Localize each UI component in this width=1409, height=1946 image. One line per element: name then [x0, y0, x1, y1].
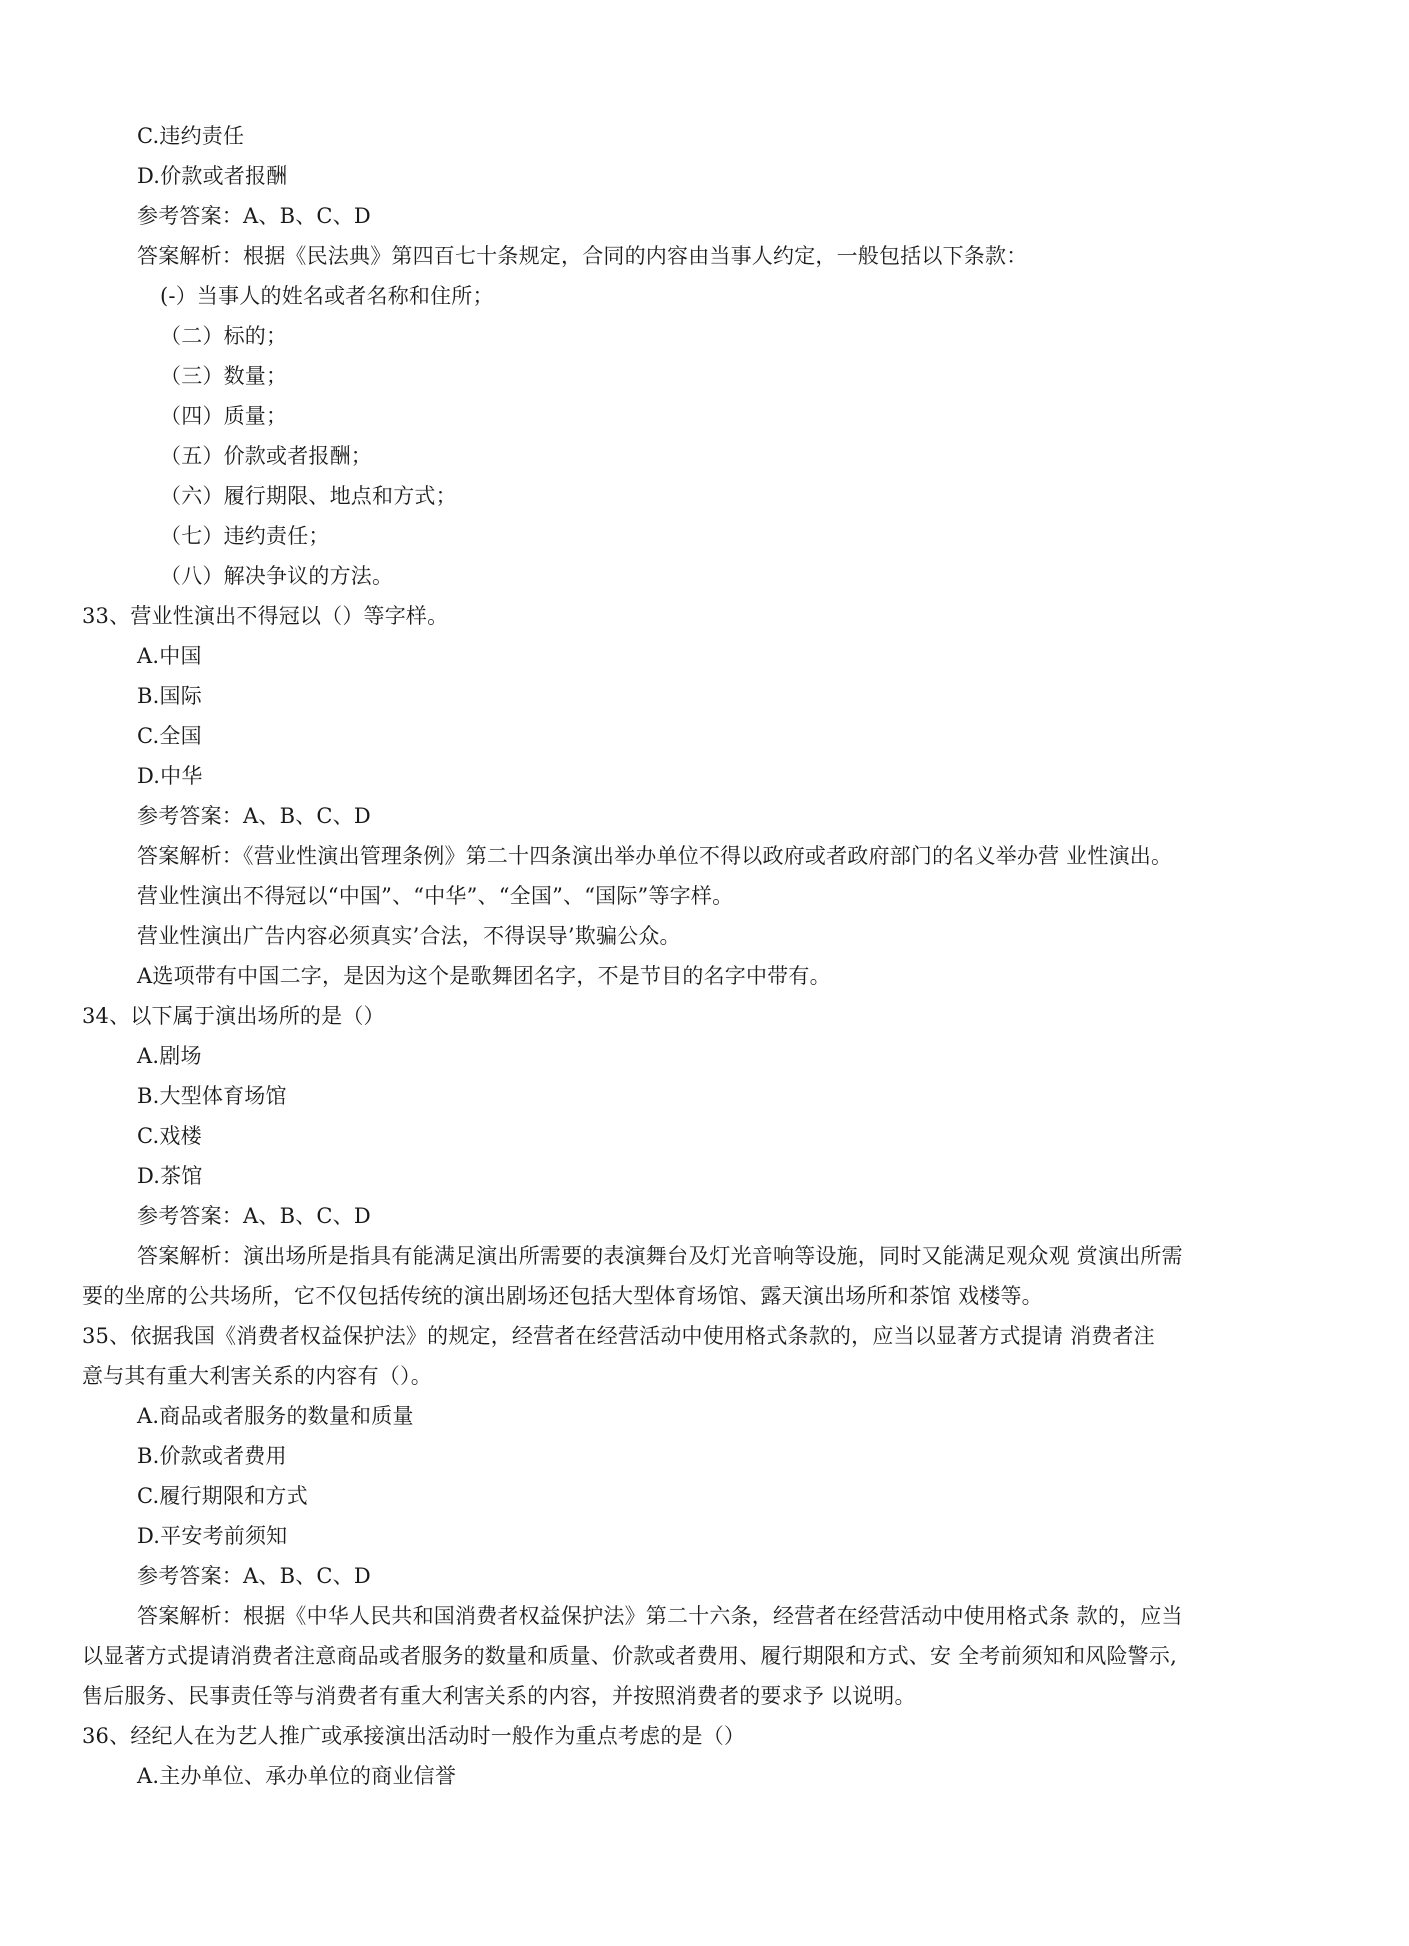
option-d: D.茶馆: [137, 1164, 203, 1188]
option-c: C.全国: [137, 724, 202, 748]
option-c: C.违约责任: [137, 124, 245, 148]
option-b: B.价款或者费用: [137, 1444, 287, 1468]
clause-item: （三）数量；: [160, 364, 288, 388]
answer-explanation-line: 营业性演出不得冠以“中国”、“中华”、“全国”、“国际”等字样。: [137, 884, 734, 908]
option-a: A.主办单位、承办单位的商业信誉: [137, 1764, 457, 1788]
option-c: C.戏楼: [137, 1124, 202, 1148]
answer-explanation-line: 以显著方式提请消费者注意商品或者服务的数量和质量、价款或者费用、履行期限和方式、安 全考前须知和风险警示,: [82, 1644, 1177, 1668]
option-b: B.国际: [137, 684, 202, 708]
option-d: D.中华: [137, 764, 203, 788]
clause-item: （八）解决争议的方法。: [160, 564, 394, 588]
reference-answer: 参考答案：A、B、C、D: [137, 204, 371, 228]
question-33: 33、营业性演出不得冠以（）等字样。: [82, 604, 449, 628]
clause-item: （四）质量；: [160, 404, 288, 428]
answer-explanation: 答案解析：根据《中华人民共和国消费者权益保护法》第二十六条，经营者在经营活动中使用格式条 款的，应当: [137, 1604, 1183, 1628]
reference-answer: 参考答案：A、B、C、D: [137, 1564, 371, 1588]
clause-item: （二）标的；: [160, 324, 288, 348]
option-a: A.商品或者服务的数量和质量: [137, 1404, 414, 1428]
option-b: B.大型体育场馆: [137, 1084, 287, 1108]
answer-explanation-line: 要的坐席的公共场所，它不仅包括传统的演出剧场还包括大型体育场馆、露天演出场所和茶馆 戏楼等。: [82, 1284, 1043, 1308]
answer-explanation-line: 售后服务、民事责任等与消费者有重大利害关系的内容，并按照消费者的要求予 以说明。: [82, 1684, 916, 1708]
question-35-line: 意与其有重大利害关系的内容有（）。: [82, 1364, 432, 1388]
answer-explanation: 答案解析：《营业性演出管理条例》第二十四条演出举办单位不得以政府或者政府部门的名义举办营 业性演出。: [137, 844, 1173, 868]
question-36: 36、经纪人在为艺人推广或承接演出活动时一般作为重点考虑的是（）: [82, 1724, 746, 1748]
reference-answer: 参考答案：A、B、C、D: [137, 1204, 371, 1228]
clause-item: （五）价款或者报酬；: [160, 444, 372, 468]
answer-explanation-line: A选项带有中国二字，是因为这个是歌舞团名字，不是节目的名字中带有。: [137, 964, 831, 988]
clause-item: (-）当事人的姓名或者名称和住所；: [160, 284, 494, 308]
option-a: A.中国: [137, 644, 202, 668]
clause-item: （七）违约责任；: [160, 524, 330, 548]
answer-explanation: 答案解析：演出场所是指具有能满足演出所需要的表演舞台及灯光音响等设施，同时又能满足观众观 赏演出所需: [137, 1244, 1183, 1268]
option-d: D.平安考前须知: [137, 1524, 288, 1548]
option-a: A.剧场: [137, 1044, 202, 1068]
clause-item: （六）履行期限、地点和方式；: [160, 484, 457, 508]
option-d: D.价款或者报酬: [137, 164, 288, 188]
question-34: 34、以下属于演出场所的是（）: [82, 1004, 385, 1028]
reference-answer: 参考答案：A、B、C、D: [137, 804, 371, 828]
answer-explanation: 答案解析：根据《民法典》第四百七十条规定，合同的内容由当事人约定，一般包括以下条款：: [137, 244, 1028, 268]
question-35: 35、依据我国《消费者权益保护法》的规定，经营者在经营活动中使用格式条款的，应当以显著方式提请 消费者注: [82, 1324, 1155, 1348]
answer-explanation-line: 营业性演出广告内容必须真实’合法，不得误导’欺骗公众。: [137, 924, 681, 948]
option-c: C.履行期限和方式: [137, 1484, 308, 1508]
